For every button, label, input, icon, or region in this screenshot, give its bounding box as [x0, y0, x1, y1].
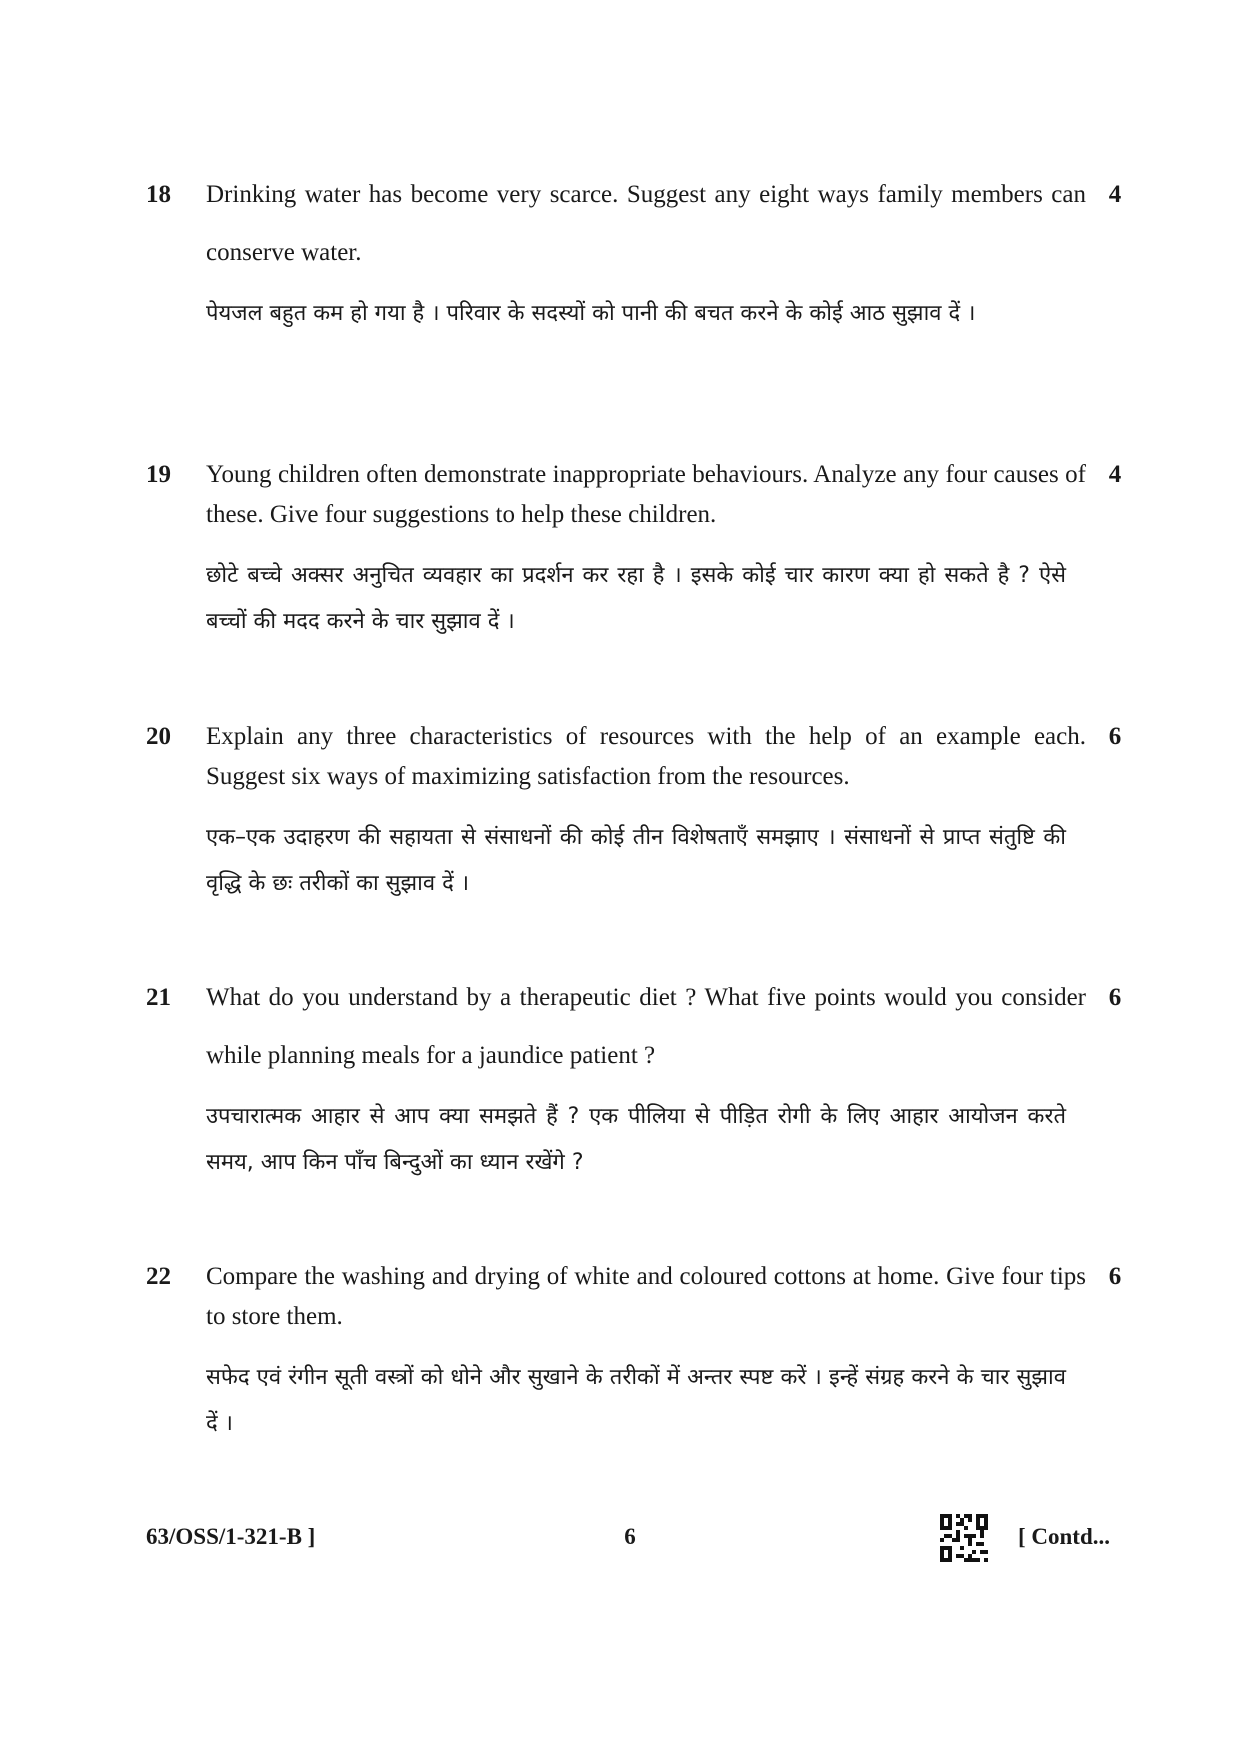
paper-code: 63/OSS/1-321-B ] [146, 1524, 316, 1549]
continued-label: [ Contd... [1018, 1524, 1111, 1549]
question-marks: 6 [1108, 984, 1122, 1011]
question-english-text: Explain any three characteristics of resources with the help of an example each. Suggest six ways of maximizing satisfaction from the resources. [206, 723, 1086, 790]
question-hindi-text: छोटे बच्चे अक्सर अनुचित व्यवहार का प्रदर्शन कर रहा है । इसके कोई चार कारण क्या हो सकते है ? ऐसे बच्चों की मदद करने के चार सुझाव दें । [206, 563, 1066, 634]
qr-code-icon [940, 1514, 988, 1562]
question-english-text: Compare the washing and drying of white and coloured cottons at home. Give four tips to store them. [206, 1263, 1086, 1330]
question-marks: 4 [1108, 461, 1122, 488]
question-hindi-text: एक–एक उदाहरण की सहायता से संसाधनों की कोई तीन विशेषताएँ समझाए । संसाधनों से प्राप्त संतुष्टि की वृद्धि के छः तरीकों का सुझाव दें । [206, 825, 1066, 896]
question-number: 22 [146, 1263, 171, 1290]
question-marks: 4 [1108, 181, 1122, 208]
page-number: 6 [624, 1524, 636, 1549]
question-hindi-text: पेयजल बहुत कम हो गया है । परिवार के सदस्यों को पानी की बचत करने के कोई आठ सुझाव दें । [206, 301, 976, 326]
question-marks: 6 [1108, 1263, 1122, 1290]
question-english-text: Drinking water has become very scarce. Suggest any eight ways family members can conserve water. [206, 181, 1086, 266]
page-footer [0, 1522, 1240, 1562]
question-number: 18 [146, 181, 171, 208]
question-hindi-text: सफेद एवं रंगीन सूती वस्त्रों को धोने और सुखाने के तरीकों में अन्तर स्पष्ट करें । इन्हें संग्रह करने के चार सुझाव दें । [206, 1365, 1066, 1436]
question-hindi-text: उपचारात्मक आहार से आप क्या समझते हैं ? एक पीलिया से पीड़ित रोगी के लिए आहार आयोजन करते समय, आप किन पाँच बिन्दुओं का ध्यान रखेंगे ? [206, 1104, 1066, 1175]
question-number: 20 [146, 723, 171, 750]
question-english-text: Young children often demonstrate inappropriate behaviours. Analyze any four causes of these. Give four suggestions to help these children. [206, 461, 1086, 528]
question-marks: 6 [1108, 723, 1122, 750]
question-number: 19 [146, 461, 171, 488]
question-number: 21 [146, 984, 171, 1011]
question-english-text: What do you understand by a therapeutic diet ? What five points would you consider while planning meals for a jaundice patient ? [206, 984, 1086, 1069]
